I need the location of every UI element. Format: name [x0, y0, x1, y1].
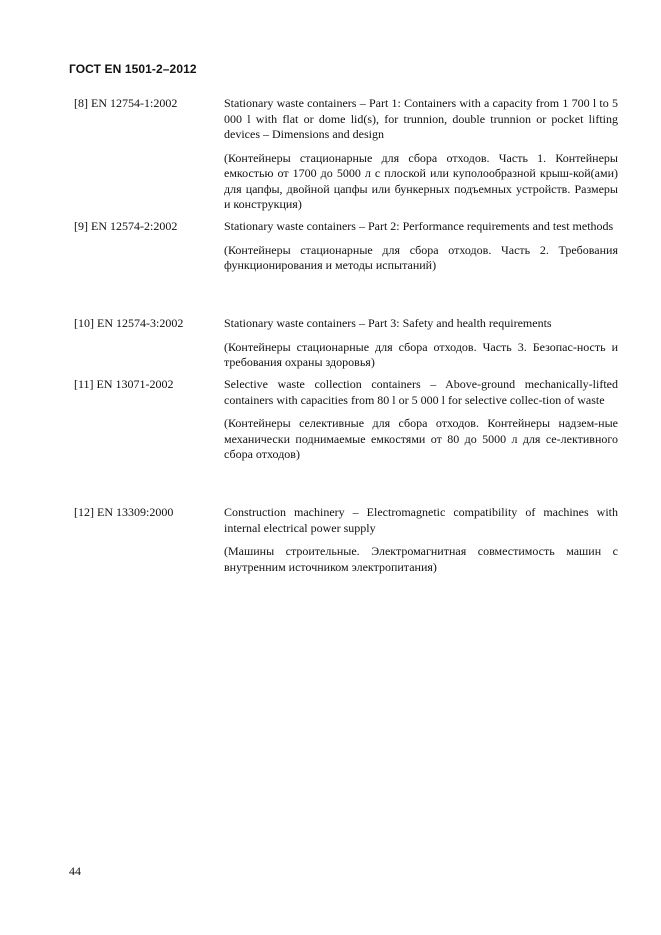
reference-body [224, 377, 618, 463]
reference-number: [12] EN 13309:2000 [74, 505, 174, 519]
document-header: ГОСТ EN 1501-2–2012 [69, 62, 197, 76]
reference-number: [8] EN 12754-1:2002 [74, 96, 178, 110]
reference-number: [9] EN 12574-2:2002 [74, 219, 178, 233]
reference-english-title: Selective waste collection containers – Above-ground mechanically-lifted containers with capacities from 80 l or 5 000 l for selective collec-tion of waste [224, 377, 618, 407]
reference-body [224, 316, 618, 371]
reference-number: [11] EN 13071-2002 [74, 377, 174, 391]
reference-russian-title: (Контейнеры стационарные для сбора отходов. Часть 2. Требования функционирования и методы испытаний) [224, 242, 618, 272]
reference-body [224, 505, 618, 575]
reference-russian-title: (Контейнеры селективные для сбора отходов. Контейнеры надзем-ные механически поднимаемые емкостями от 80 до 5000 л для се-лективного сбора отходов) [224, 416, 618, 461]
page-number: 44 [69, 864, 81, 878]
reference-russian-title: (Контейнеры стационарные для сбора отходов. Часть 3. Безопас-ность и требования охраны здоровья) [224, 339, 618, 369]
reference-english-title: Stationary waste containers – Part 1: Containers with a capacity from 1 700 l to 5 000 l with flat or dome lid(s), for trunnion, double trunnion or pocket lifting devices – Dimensions and design [224, 96, 618, 141]
reference-number: [10] EN 12574-3:2002 [74, 316, 184, 330]
reference-english-title: Stationary waste containers – Part 2: Performance requirements and test methods [224, 219, 614, 233]
reference-english-title: Construction machinery – Electromagnetic compatibility of machines with internal electrical power supply [224, 505, 618, 535]
reference-body [224, 219, 618, 274]
reference-russian-title: (Машины строительные. Электромагнитная совместимость машин с внутренним источником электропитания) [224, 544, 618, 574]
reference-russian-title: (Контейнеры стационарные для сбора отходов. Часть 1. Контейнеры емкостью от 1700 до 5000 л с плоской или куполообразной крыш-кой(ами) для цапфы, двойной цапфы или бункерных подъемных устройств. Размеры и конструкция) [224, 150, 618, 211]
reference-body [224, 96, 618, 213]
reference-english-title: Stationary waste containers – Part 3: Safety and health requirements [224, 316, 552, 330]
